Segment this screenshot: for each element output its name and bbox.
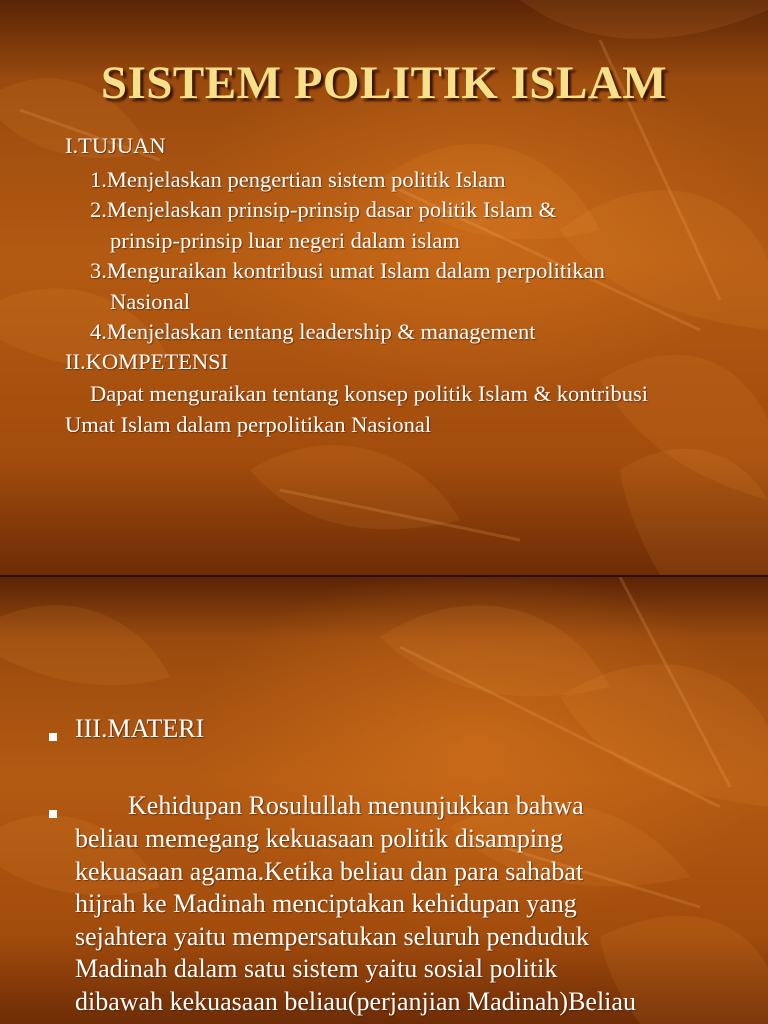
materi-paragraph-line: kekuasaan agama.Ketika beliau dan para sahabat — [75, 857, 584, 886]
tujuan-heading: I.TUJUAN — [65, 133, 166, 158]
bullet-icon — [49, 810, 57, 818]
tujuan-item: 4.Menjelaskan tentang leadership & management — [90, 319, 536, 344]
materi-heading: III.MATERI — [75, 714, 205, 743]
tujuan-item: 2.Menjelaskan prinsip-prinsip dasar politik Islam & — [90, 197, 557, 222]
kompetensi-heading: II.KOMPETENSI — [65, 349, 229, 374]
materi-paragraph-line: hijrah ke Madinah menciptakan kehidupan yang — [75, 889, 577, 918]
materi-paragraph-line: sejahtera yaitu mempersatukan seluruh penduduk — [75, 922, 590, 951]
slide-title: SISTEM POLITIK ISLAM — [100, 57, 668, 109]
materi-paragraph-line: dibawah kekuasaan beliau(perjanjian Madinah)Beliau — [75, 987, 636, 1016]
materi-paragraph-line: beliau memegang kekuasaan politik disamping — [75, 824, 564, 853]
kompetensi-text: Dapat menguraikan tentang konsep politik Islam & kontribusi — [90, 381, 649, 406]
bullet-icon — [49, 733, 57, 741]
slide-2 — [0, 577, 768, 1024]
materi-paragraph-line: Madinah dalam satu sistem yaitu sosial politik — [75, 954, 558, 983]
tujuan-item-continuation: prinsip-prinsip luar negeri dalam islam — [110, 228, 460, 253]
tujuan-item: 1.Menjelaskan pengertian sistem politik Islam — [90, 167, 506, 192]
tujuan-item-continuation: Nasional — [110, 289, 190, 314]
tujuan-item: 3.Menguraikan kontribusi umat Islam dalam perpolitikan — [90, 258, 605, 283]
materi-paragraph-line: Kehidupan Rosulullah menunjukkan bahwa — [128, 791, 584, 820]
kompetensi-text: Umat Islam dalam perpolitikan Nasional — [65, 412, 432, 437]
